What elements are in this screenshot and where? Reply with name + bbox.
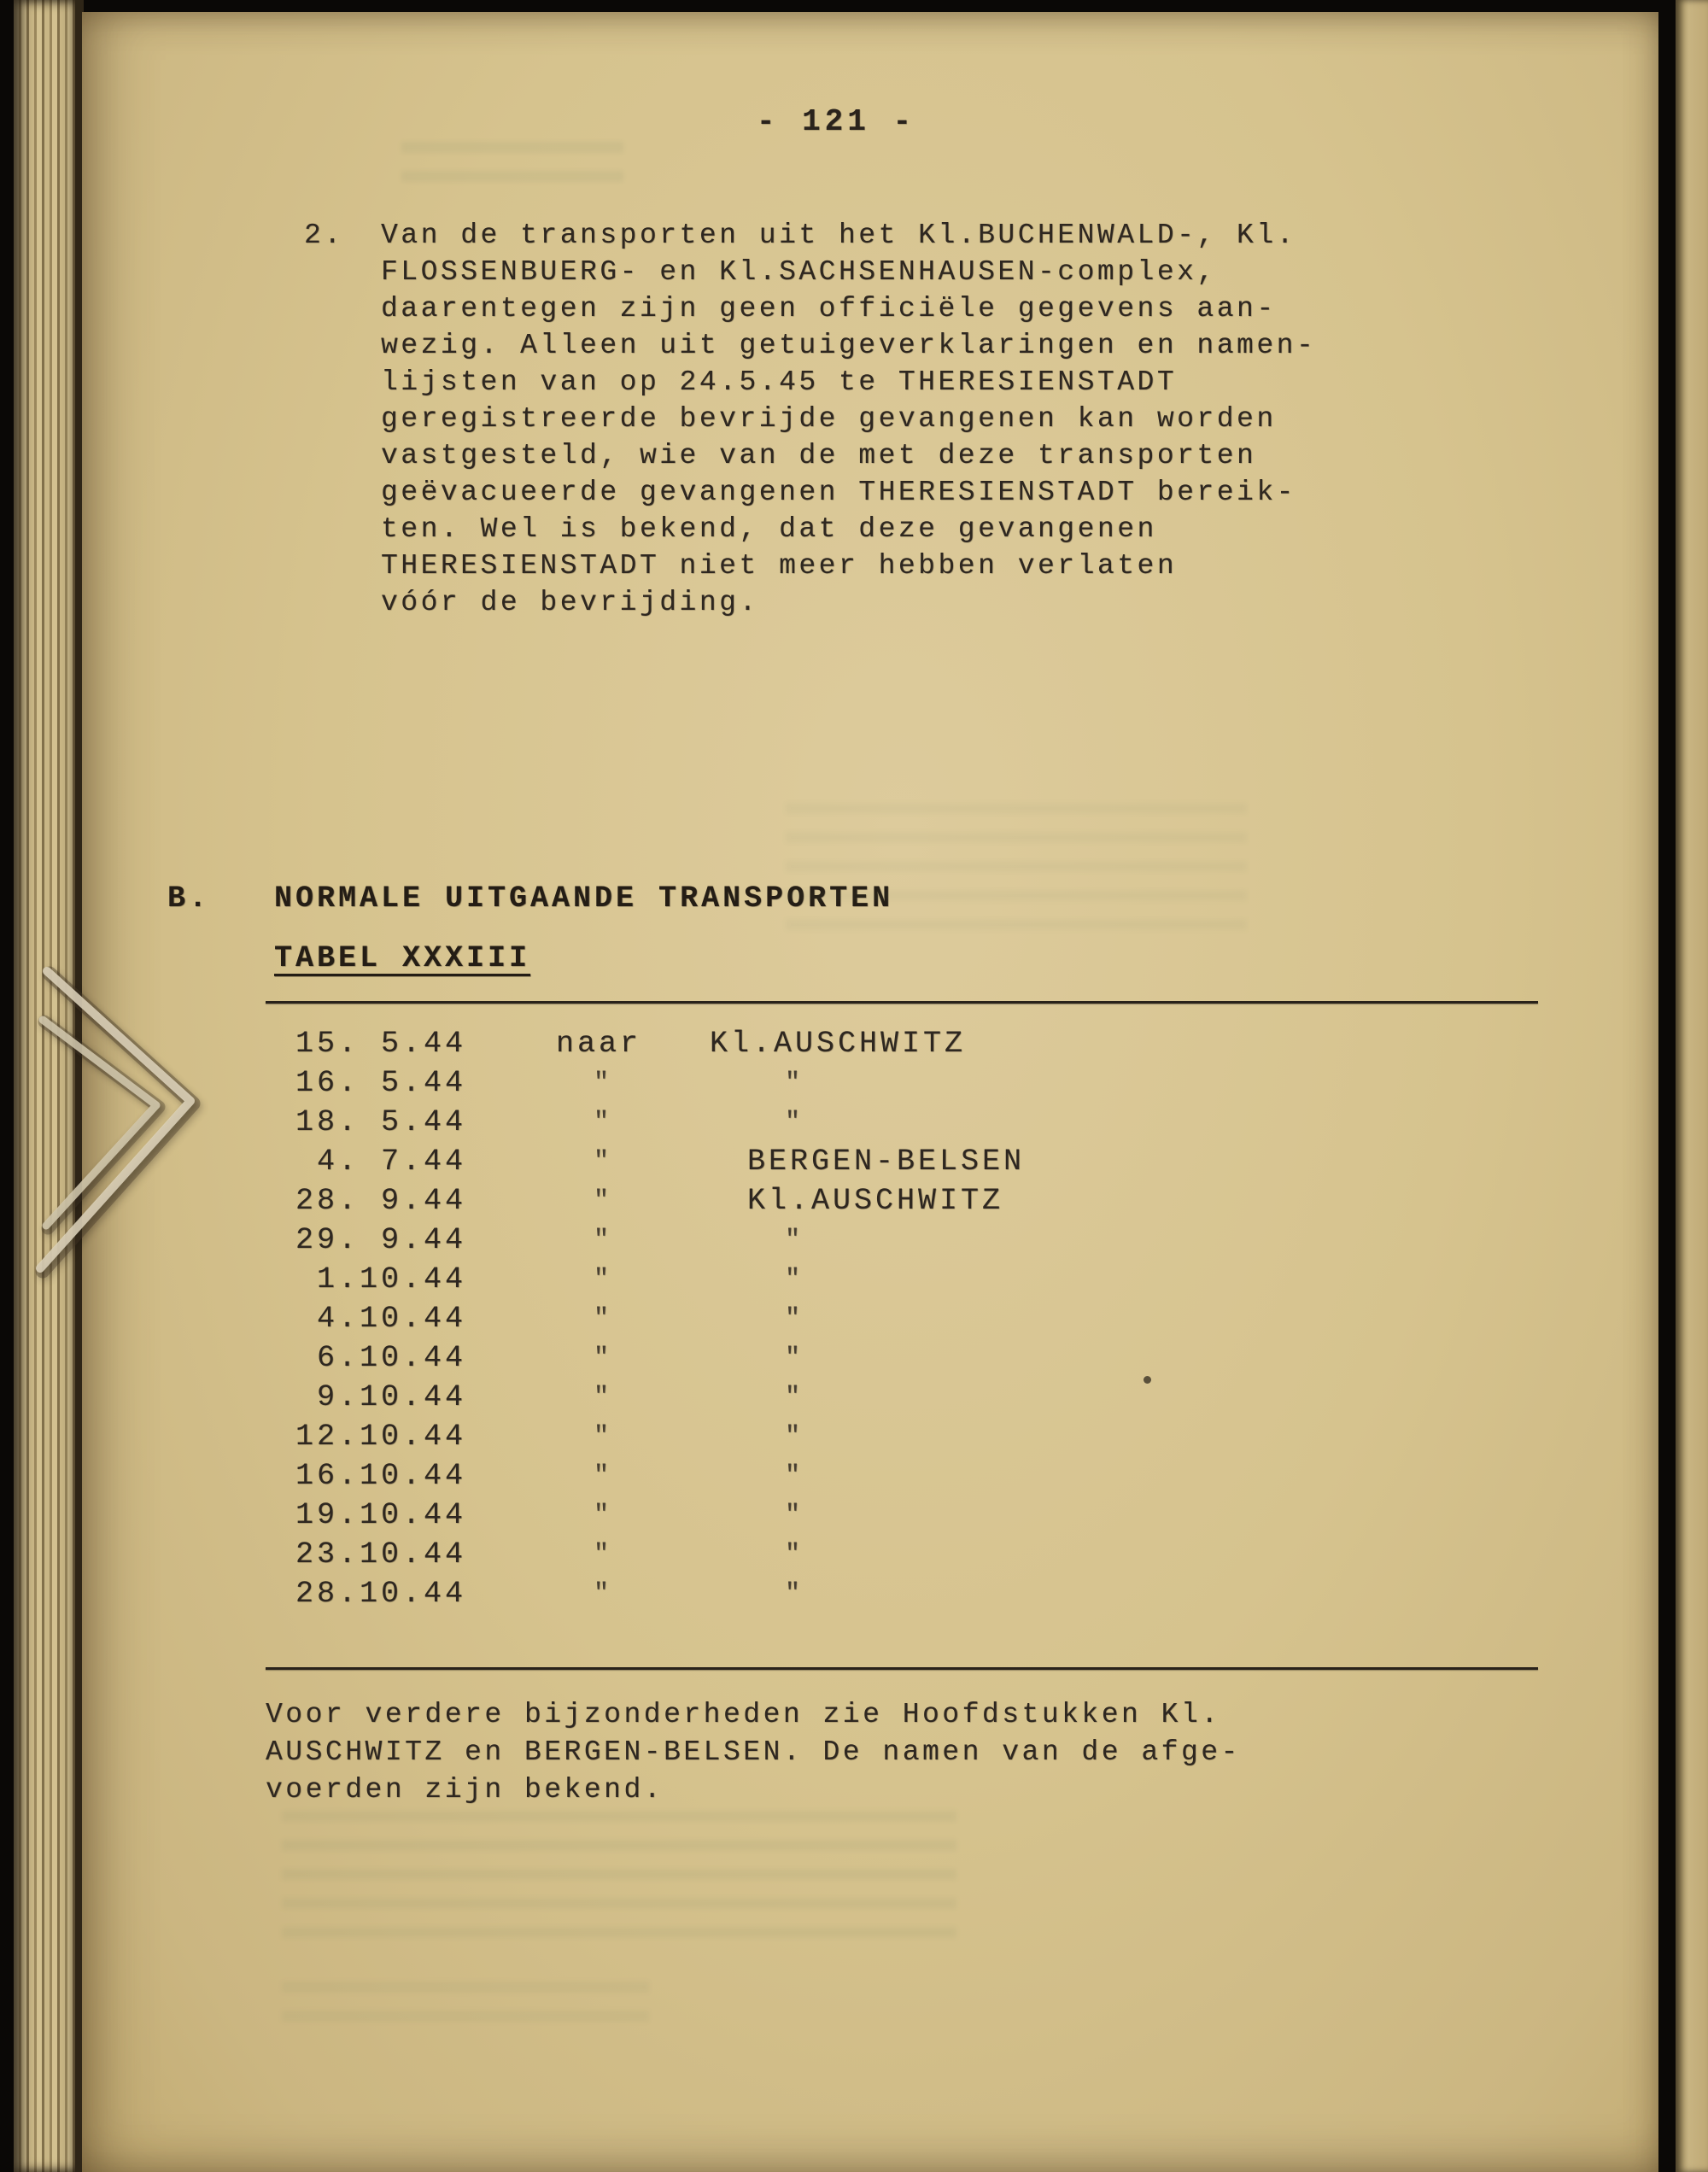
table-row bbox=[295, 1299, 1025, 1338]
transport-date: 1.10.44 bbox=[295, 1262, 467, 1297]
transport-destination: " bbox=[785, 1265, 804, 1294]
text-line: wezig. Alleen uit getuigeverklaringen en namen- bbox=[381, 330, 1317, 361]
transport-connector: " bbox=[594, 1501, 613, 1530]
transport-date: 19.10.44 bbox=[295, 1498, 467, 1532]
transport-destination: " bbox=[785, 1068, 804, 1098]
table-row bbox=[295, 1338, 1025, 1378]
transport-date: 4.10.44 bbox=[295, 1302, 467, 1336]
transport-date: 18. 5.44 bbox=[295, 1105, 467, 1139]
transport-connector: " bbox=[594, 1068, 613, 1098]
horizontal-rule-top bbox=[266, 1001, 1538, 1004]
text-line: Voor verdere bijzonderheden zie Hoofdstukken Kl. bbox=[266, 1699, 1221, 1730]
transport-date: 9.10.44 bbox=[295, 1380, 467, 1414]
transport-date: 15. 5.44 bbox=[295, 1027, 467, 1061]
transport-destination: " bbox=[785, 1108, 804, 1137]
transport-destination: BERGEN-BELSEN bbox=[747, 1145, 1026, 1179]
section-b-title: NORMALE UITGAANDE TRANSPORTEN bbox=[274, 881, 894, 916]
transport-destination: " bbox=[785, 1344, 804, 1373]
transport-destination: Kl.AUSCHWITZ bbox=[747, 1184, 1004, 1218]
transport-date: 6.10.44 bbox=[295, 1341, 467, 1375]
table-row bbox=[295, 1378, 1025, 1417]
text-line: geregistreerde bevrijde gevangenen kan worden bbox=[381, 403, 1277, 435]
transport-date: 16. 5.44 bbox=[295, 1066, 467, 1100]
table-row bbox=[295, 1142, 1025, 1181]
text-line: vóór de bevrijding. bbox=[381, 587, 759, 618]
section-b-heading bbox=[167, 881, 893, 916]
transport-connector: " bbox=[594, 1540, 613, 1569]
table-row bbox=[295, 1456, 1025, 1496]
table-row bbox=[295, 1535, 1025, 1574]
section-b-marker: B. bbox=[167, 881, 211, 916]
transport-destination: " bbox=[785, 1422, 804, 1451]
transport-destination: " bbox=[785, 1226, 804, 1255]
table-label: TABEL XXXIII bbox=[274, 941, 531, 975]
text-line: daarentegen zijn geen officiële gegevens aan- bbox=[381, 293, 1277, 325]
transport-destination: " bbox=[785, 1540, 804, 1569]
ink-speck bbox=[1144, 1376, 1151, 1384]
transport-connector: " bbox=[594, 1422, 613, 1451]
table-row bbox=[295, 1024, 1025, 1063]
transport-connector: " bbox=[594, 1186, 613, 1215]
transport-destination: " bbox=[785, 1383, 804, 1412]
transport-date: 28. 9.44 bbox=[295, 1184, 467, 1218]
paragraph-2-marker: 2. bbox=[304, 220, 344, 251]
text-line: Van de transporten uit het Kl.BUCHENWALD-, Kl. bbox=[381, 220, 1296, 251]
transport-table bbox=[295, 1024, 1025, 1613]
table-row bbox=[295, 1574, 1025, 1613]
horizontal-rule-bottom bbox=[266, 1667, 1538, 1670]
transport-date: 29. 9.44 bbox=[295, 1223, 467, 1257]
transport-destination: " bbox=[785, 1501, 804, 1530]
transport-destination: " bbox=[785, 1579, 804, 1608]
table-row bbox=[295, 1103, 1025, 1142]
transport-date: 4. 7.44 bbox=[295, 1145, 467, 1179]
transport-connector: " bbox=[594, 1304, 613, 1333]
table-row bbox=[295, 1063, 1025, 1103]
transport-connector: " bbox=[594, 1344, 613, 1373]
text-line: THERESIENSTADT niet meer hebben verlaten bbox=[381, 550, 1178, 582]
table-row bbox=[295, 1221, 1025, 1260]
paragraph-2 bbox=[304, 217, 1316, 621]
text-line: FLOSSENBUERG- en Kl.SACHSENHAUSEN-complex, bbox=[381, 256, 1217, 288]
document-page bbox=[82, 12, 1658, 2172]
transport-connector: " bbox=[594, 1226, 613, 1255]
page-number: - 121 - bbox=[756, 104, 916, 139]
transport-connector: " bbox=[594, 1147, 613, 1176]
text-line: lijsten van op 24.5.45 te THERESIENSTADT bbox=[381, 366, 1178, 398]
transport-connector: " bbox=[594, 1461, 613, 1490]
transport-date: 23.10.44 bbox=[295, 1537, 467, 1572]
next-page-sliver bbox=[1676, 0, 1708, 2172]
text-line: AUSCHWITZ en BERGEN-BELSEN. De namen van de afge- bbox=[266, 1736, 1241, 1768]
text-line: vastgesteld, wie van de met deze transporten bbox=[381, 440, 1257, 471]
stacked-page-edges bbox=[14, 0, 82, 2172]
transport-connector: " bbox=[594, 1108, 613, 1137]
text-line: ten. Wel is bekend, dat deze gevangenen bbox=[381, 513, 1157, 545]
table-row bbox=[295, 1260, 1025, 1299]
transport-destination: " bbox=[785, 1304, 804, 1333]
text-line: voerden zijn bekend. bbox=[266, 1774, 664, 1806]
transport-destination: Kl.AUSCHWITZ bbox=[710, 1027, 967, 1061]
table-row bbox=[295, 1417, 1025, 1456]
transport-connector: " bbox=[594, 1265, 613, 1294]
transport-connector: " bbox=[594, 1383, 613, 1412]
transport-destination: " bbox=[785, 1461, 804, 1490]
transport-connector: " bbox=[594, 1579, 613, 1608]
transport-date: 16.10.44 bbox=[295, 1459, 467, 1493]
table-row bbox=[295, 1496, 1025, 1535]
footer-note bbox=[266, 1696, 1241, 1809]
transport-date: 12.10.44 bbox=[295, 1420, 467, 1454]
transport-date: 28.10.44 bbox=[295, 1577, 467, 1611]
table-row bbox=[295, 1181, 1025, 1221]
text-line: geëvacueerde gevangenen THERESIENSTADT bereik- bbox=[381, 477, 1296, 508]
paragraph-2-text bbox=[381, 217, 1316, 621]
transport-connector: naar bbox=[556, 1027, 642, 1061]
